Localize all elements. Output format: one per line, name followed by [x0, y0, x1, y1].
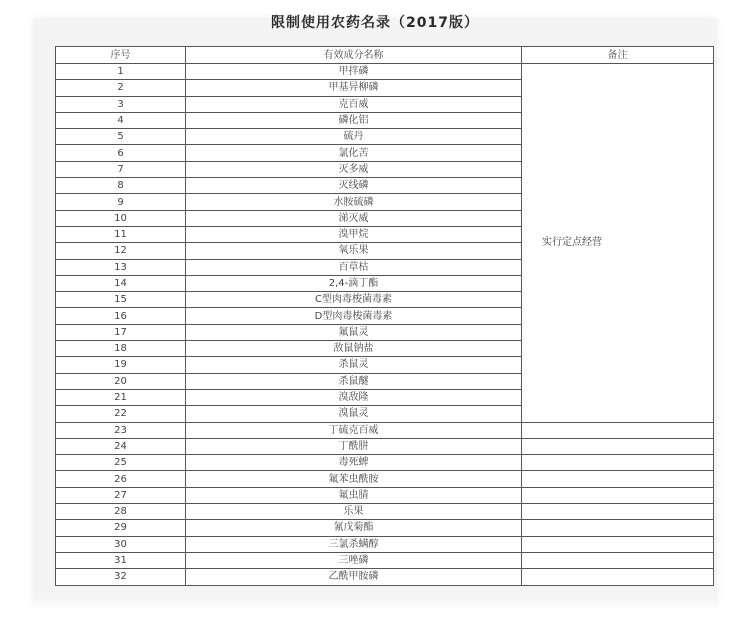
group-note-cell: 实行定点经营 — [522, 64, 714, 423]
row-index: 19 — [56, 357, 186, 373]
header-index: 序号 — [56, 47, 186, 64]
row-index: 25 — [56, 455, 186, 471]
row-ingredient-name: C型肉毒梭菌毒素 — [186, 292, 522, 308]
row-note-empty — [522, 422, 714, 438]
row-ingredient-name: 涕灭威 — [186, 210, 522, 226]
row-ingredient-name: 甲基异柳磷 — [186, 80, 522, 96]
row-index: 2 — [56, 80, 186, 96]
row-ingredient-name: 杀鼠灵 — [186, 357, 522, 373]
row-ingredient-name: 毒死蜱 — [186, 455, 522, 471]
row-ingredient-name: 三唑磷 — [186, 552, 522, 568]
row-index: 17 — [56, 324, 186, 340]
row-index: 27 — [56, 487, 186, 503]
row-index: 26 — [56, 471, 186, 487]
row-index: 8 — [56, 178, 186, 194]
row-index: 10 — [56, 210, 186, 226]
row-index: 12 — [56, 243, 186, 259]
row-index: 30 — [56, 536, 186, 552]
row-ingredient-name: 2,4-滴丁酯 — [186, 275, 522, 291]
row-index: 11 — [56, 226, 186, 242]
bottom-fade — [0, 596, 750, 622]
row-index: 13 — [56, 259, 186, 275]
table-row — [56, 455, 714, 471]
row-note-empty — [522, 569, 714, 585]
row-index: 15 — [56, 292, 186, 308]
row-index: 16 — [56, 308, 186, 324]
row-ingredient-name: 甲拌磷 — [186, 64, 522, 80]
row-ingredient-name: 灭线磷 — [186, 178, 522, 194]
row-ingredient-name: 氟苯虫酰胺 — [186, 471, 522, 487]
table-row — [56, 536, 714, 552]
row-ingredient-name: 水胺硫磷 — [186, 194, 522, 210]
row-index: 22 — [56, 406, 186, 422]
row-ingredient-name: 氰戊菊酯 — [186, 520, 522, 536]
table-row — [56, 422, 714, 438]
row-note-empty — [522, 487, 714, 503]
row-index: 7 — [56, 161, 186, 177]
table-row — [56, 552, 714, 568]
row-ingredient-name: 溴敌隆 — [186, 389, 522, 405]
table-row — [56, 64, 714, 80]
row-ingredient-name: 百草枯 — [186, 259, 522, 275]
row-index: 29 — [56, 520, 186, 536]
header-name: 有效成分名称 — [186, 47, 522, 64]
row-note-empty — [522, 536, 714, 552]
table-row — [56, 569, 714, 585]
row-ingredient-name: 氧乐果 — [186, 243, 522, 259]
row-ingredient-name: 三氯杀螨醇 — [186, 536, 522, 552]
row-ingredient-name: 丁酰肼 — [186, 438, 522, 454]
row-ingredient-name: 灭多威 — [186, 161, 522, 177]
row-index: 4 — [56, 112, 186, 128]
row-index: 18 — [56, 341, 186, 357]
header-note: 备注 — [522, 47, 714, 64]
row-index: 32 — [56, 569, 186, 585]
row-ingredient-name: 氟虫腈 — [186, 487, 522, 503]
row-ingredient-name: 溴鼠灵 — [186, 406, 522, 422]
row-note-empty — [522, 504, 714, 520]
row-ingredient-name: 敌鼠钠盐 — [186, 341, 522, 357]
row-ingredient-name: 氟鼠灵 — [186, 324, 522, 340]
row-index: 1 — [56, 64, 186, 80]
row-index: 14 — [56, 275, 186, 291]
row-note-empty — [522, 438, 714, 454]
row-note-empty — [522, 471, 714, 487]
row-ingredient-name: 杀鼠醚 — [186, 373, 522, 389]
row-ingredient-name: 丁硫克百威 — [186, 422, 522, 438]
pesticide-table — [55, 46, 714, 586]
row-index: 28 — [56, 504, 186, 520]
table-row — [56, 520, 714, 536]
table-body — [56, 64, 714, 586]
table-row — [56, 438, 714, 454]
row-ingredient-name: 硫丹 — [186, 129, 522, 145]
table-row — [56, 504, 714, 520]
row-index: 9 — [56, 194, 186, 210]
row-note-empty — [522, 552, 714, 568]
row-note-empty — [522, 455, 714, 471]
row-ingredient-name: D型肉毒梭菌毒素 — [186, 308, 522, 324]
table-row — [56, 487, 714, 503]
row-note-empty — [522, 520, 714, 536]
row-ingredient-name: 乐果 — [186, 504, 522, 520]
row-ingredient-name: 乙酰甲胺磷 — [186, 569, 522, 585]
row-ingredient-name: 溴甲烷 — [186, 226, 522, 242]
row-ingredient-name: 氯化苦 — [186, 145, 522, 161]
row-index: 24 — [56, 438, 186, 454]
table-row — [56, 471, 714, 487]
row-ingredient-name: 磷化铝 — [186, 112, 522, 128]
row-index: 3 — [56, 96, 186, 112]
row-index: 5 — [56, 129, 186, 145]
row-index: 23 — [56, 422, 186, 438]
table-header-row — [56, 47, 714, 64]
row-ingredient-name: 克百威 — [186, 96, 522, 112]
row-index: 20 — [56, 373, 186, 389]
document-title: 限制使用农药名录（2017版） — [271, 15, 479, 31]
row-index: 21 — [56, 389, 186, 405]
row-index: 6 — [56, 145, 186, 161]
row-index: 31 — [56, 552, 186, 568]
